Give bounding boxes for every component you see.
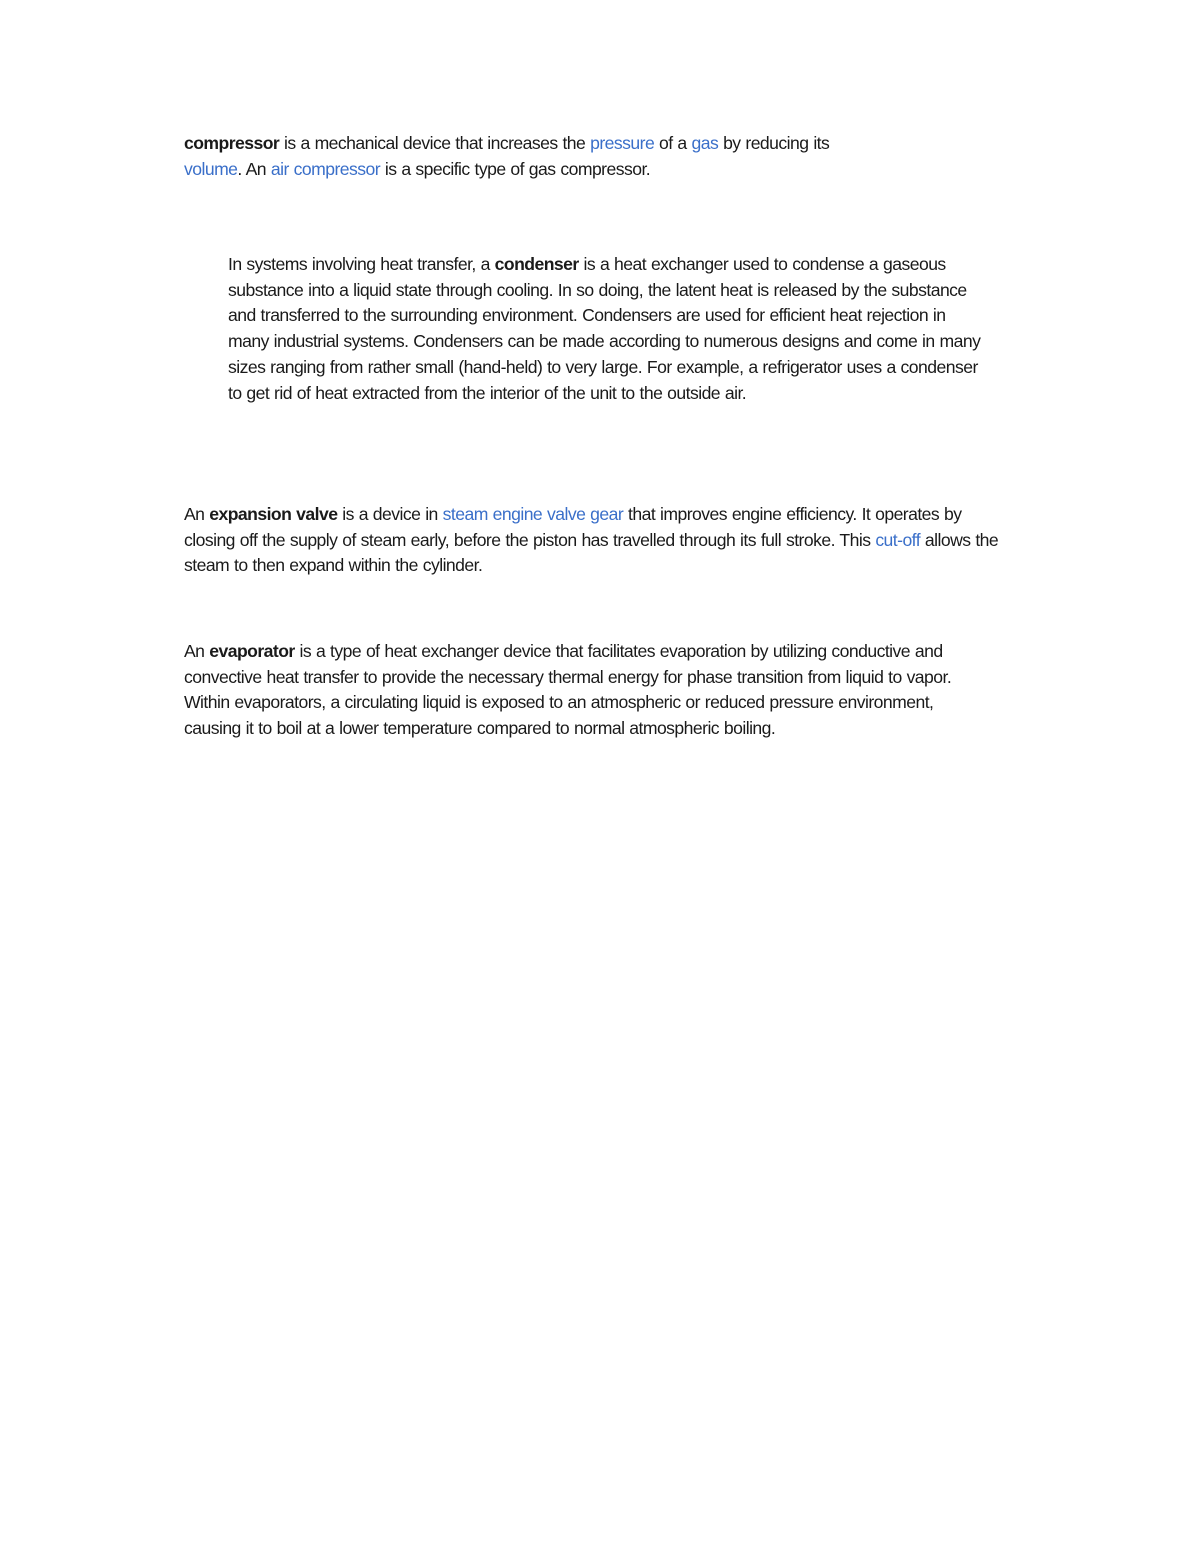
condenser-paragraph (228, 252, 988, 406)
link-volume[interactable]: volume (184, 158, 238, 179)
compressor-paragraph (184, 131, 984, 182)
text-segment: is a mechanical device that increases the (279, 133, 591, 153)
term-expansion-valve: expansion valve (209, 504, 338, 524)
text-segment: is a specific type of gas compressor. (380, 158, 651, 179)
term-condenser: condenser (494, 254, 579, 274)
text-segment: An (184, 504, 210, 524)
term-compressor: compressor (184, 133, 280, 153)
text-segment: is a type of heat exchanger device that facilitates evaporation by utilizing conductive and convective heat transfer to provide the necessary thermal energy for phase transition from liquid to vapor. Within evaporators, a circulating liquid is exposed to an atmospheric or reduced pressure environment, causing it to boil at a lower temperature compared to normal atmospheric boiling. (184, 641, 952, 739)
text-segment: An (184, 641, 210, 661)
text-segment: that improves engine efficiency. It operates by closing off the supply of steam early, before the piston has travelled through its full stroke. This (184, 504, 962, 550)
text-segment: by reducing its (718, 133, 830, 153)
term-evaporator: evaporator (209, 641, 295, 661)
text-segment: allows the steam to then expand within the cylinder. (184, 529, 999, 576)
link-air-compressor[interactable]: air compressor (270, 158, 381, 179)
text-segment: is a heat exchanger used to condense a gaseous substance into a liquid state through cooling. In so doing, the latent heat is released by the substance and transferred to the surrounding environment. Condensers are used for efficient heat rejection in many industrial systems. Condensers can be made according to numerous designs and come in many sizes ranging from rather small (hand-held) to very large. For example, a refrigerator uses a condenser to get rid of heat extracted from the interior of the unit to the outside air. (228, 254, 981, 403)
link-pressure[interactable]: pressure (590, 133, 655, 153)
text-segment: . An (237, 158, 271, 179)
evaporator-paragraph (184, 639, 984, 742)
text-segment: is a device in (337, 504, 443, 524)
text-segment: In systems involving heat transfer, a (228, 254, 495, 274)
text-segment: of a (654, 133, 692, 153)
link-gas[interactable]: gas (691, 133, 719, 153)
link-cut-off[interactable]: cut-off (875, 529, 921, 550)
expansion-valve-paragraph (184, 502, 1014, 579)
link-steam-engine-valve-gear[interactable]: steam engine valve gear (442, 504, 624, 524)
